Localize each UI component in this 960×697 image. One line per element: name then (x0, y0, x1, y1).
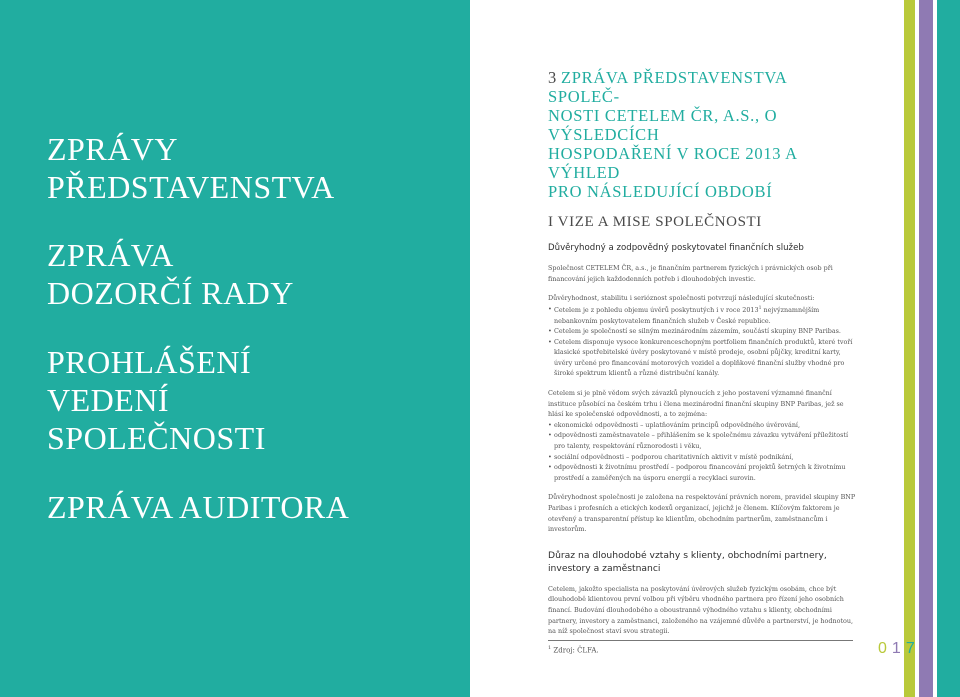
footnote-text: Zdroj: ČLFA. (551, 646, 599, 655)
green-stripe (904, 0, 915, 697)
responsibility-block (548, 388, 860, 483)
page-digit: 7 (905, 640, 920, 657)
nav-item-supervisory-board-report[interactable]: ZPRÁVA DOZORČÍ RADY (47, 237, 294, 311)
trust-lead: Důvěryhodnost, stabilitu i serióznost společnosti potvrzují následující skutečnosti: (548, 294, 815, 303)
page-number (878, 640, 920, 658)
trust-list (548, 304, 860, 379)
list-item: • Cetelem disponuje vysoce konkurenceschopným portfoliem finančních produktů, které tvoří klasické spotřebitelské úvěry poskytované v místě prodeje, osobní půjčky, kreditní karty, úvěry určené pro financování motorových vozidel a doplňkové finanční služby vhodné pro široké spektrum klientů a různé distribuční kanály. (548, 337, 860, 379)
list-item-text: Cetelem je z pohledu objemu úvěrů poskytnutých i v roce 2013 (554, 305, 759, 314)
section-navigation (47, 130, 457, 526)
footnote-divider (548, 640, 853, 641)
chapter-title-text: ZPRÁVA PŘEDSTAVENSTVA SPOLEČ- NOSTI CETELEM ČR, A.S., O VÝSLEDCÍCH HOSPODAŘENÍ V ROCE 2013 A VÝHLED PRO NÁSLEDUJÍCÍ OBDOBÍ (548, 68, 797, 201)
responsibility-lead: Cetelem si je plně vědom svých závazků plynoucích z jeho postavení významné finanční instituce působící na českém trhu i člena mezinárodní finanční skupiny BNP Paribas, jež se hlásí ke společenské odpovědnosti, a to zejména: (548, 389, 844, 419)
closing-paragraph: Cetelem, jakožto specialista na poskytování úvěrových služeb fyzickým osobám, chce být dlouhodobě klientovou první volbou při výběru vhodného partnera pro řízení jeho osobních financí. Budování dlouhodobého a oboustranně výhodného vztahu s klienty, obchodními partnery, investory a zaměstnanci, založeného na vzájemné důvěře a partnerství, je hodnotou, na níž společnost staví svou strategii. (548, 584, 854, 636)
purple-stripe (919, 0, 933, 697)
page-digit: 0 (878, 640, 892, 657)
list-item: • odpovědnosti k životnímu prostředí – podporou financování projektů šetrných k životnímu prostředí a zaměřených na úsporu energií a recyklaci surovin. (548, 462, 860, 483)
list-item (548, 304, 860, 326)
nav-item-auditor-report[interactable]: ZPRÁVA AUDITORA (47, 489, 350, 525)
footnote-marker: 1 (758, 305, 762, 311)
section-title: I VIZE A MISE SPOLEČNOSTI (548, 214, 762, 230)
compliance-paragraph: Důvěryhodnost společnosti je založena na respektování právních norem, pravidel skupiny BNP Paribas i profesních a etických kodexů organizací, jejichž je členem. Klíčovým faktorem je otevřený a transparentní přístup ke klientům, obchodním partnerům, zaměstnancům i investorům. (548, 493, 856, 534)
intro-paragraph: Společnost CETELEM ČR, a.s., je finančním partnerem fyzických i právnických osob při financování jejich každodenních potřeb i dlouhodobých investic. (548, 264, 833, 283)
footnote-number: 1 (548, 645, 552, 651)
main-content (548, 68, 860, 637)
footnote (548, 645, 599, 654)
responsibility-list (548, 420, 860, 484)
trust-block (548, 293, 860, 379)
left-panel (0, 0, 470, 697)
nav-item-management-declaration[interactable]: PROHLÁŠENÍ VEDENÍ SPOLEČNOSTI (47, 344, 266, 456)
subheading: Důvěryhodný a zodpovědný poskytovatel finančních služeb (548, 243, 804, 253)
teal-stripe (937, 0, 960, 697)
page-digit: 1 (891, 640, 906, 657)
long-term-relations-heading: Důraz na dlouhodobé vztahy s klienty, obchodními partnery, investory a zaměstnanci (548, 549, 827, 574)
list-item-text: nejvýznamnějším nebankovním poskytovatelem finančních služeb v České republice. (554, 305, 820, 325)
list-item: • ekonomické odpovědnosti – uplatňováním principů odpovědného úvěrování, (548, 420, 860, 431)
nav-item-board-reports[interactable]: ZPRÁVY PŘEDSTAVENSTVA (47, 131, 335, 205)
chapter-number: 3 (548, 68, 557, 87)
list-item: • sociální odpovědnosti – podporou charitativních aktivit v místě podnikání, (548, 452, 860, 463)
list-item: • odpovědnosti zaměstnavatele – přihlášením se k společnému závazku vytváření příležitostí pro talenty, respektování různorodosti i věku, (548, 430, 860, 451)
chapter-title (548, 68, 860, 201)
list-item: • Cetelem je společností se silným mezinárodním zázemím, součástí skupiny BNP Paribas. (548, 326, 860, 337)
